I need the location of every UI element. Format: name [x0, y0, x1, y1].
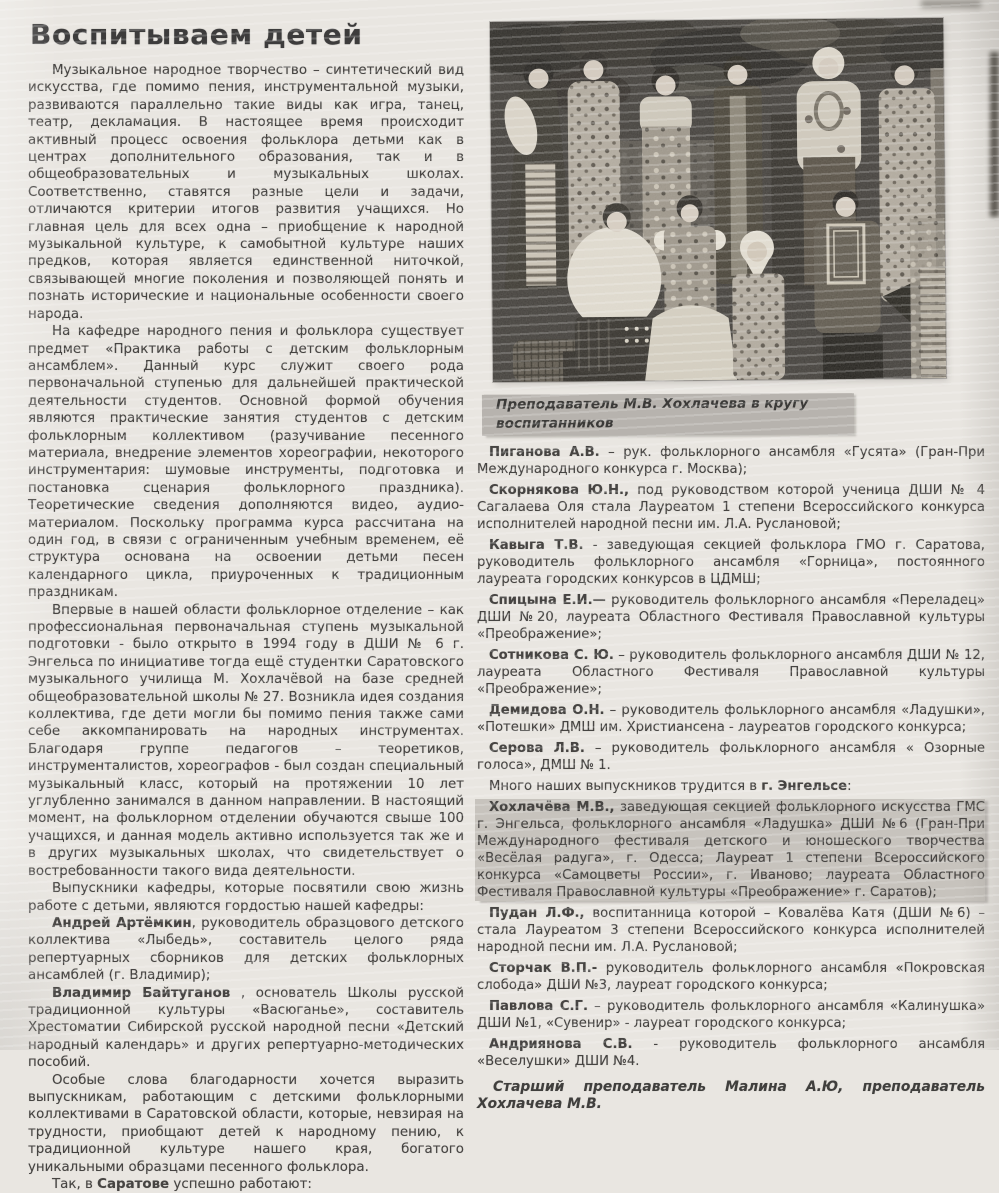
alumni-entry-serova: Серова Л.В. – руководитель фольклорного ансамбля « Озорные голоса», ДМШ № 1.: [477, 741, 986, 773]
alumni-name: Андрей Артёмкин: [52, 915, 192, 931]
alumni-entry-piganova: Пиганова А.В. – рук. фольклорного ансамбля «Гусята» (Гран-При Международного конкурса г. Москва);: [477, 445, 985, 477]
photo-grain-overlay: [490, 18, 946, 382]
alumni-name: Павлова С.Г.: [489, 999, 588, 1014]
alumni-entry-skornyakova: Скорнякова Ю.Н., под руководством которой ученица ДШИ № 4 Сагалаева Оля стала Лауреатом 1 степени Всероссийского конкурса исполнителей народной песни им. Л.А. Руслановой;: [477, 483, 985, 532]
article-paragraph: На кафедре народного пения и фольклора существует предмет «Практика работы с детским фольклорным ансамблем». Данный курс служит своего рода первоначальной ступенью для дальнейшей практической деятельности студентов. Основной формой обучения являются практические занятия студентов с детским фольклорным коллективом (разучивание песенного материала, внедрение элементов хореографии, некоторого инструментария: шумовые инструменты, подготовка и постановка сценария фольклорного праздника). Теоретические сведения дополняются видео, аудио-материалом. Поскольку программа курса рассчитана на один год, в связи с ограниченным учебным временем, её структура основана на освоении детьми песен календарного цикла, приуроченных к традиционным праздникам.: [28, 324, 464, 601]
alumni-name: Сторчак В.П.-: [489, 961, 598, 976]
alumni-entry-baituganov: [28, 985, 464, 1072]
right-column: [477, 22, 985, 1113]
alumni-entry-artyomkin: [28, 915, 464, 985]
alumni-description: , основатель Школы русской традиционной культуры «Васюганье», составитель Хрестоматии Сибирской русской народной песни «Детский народный календарь» и других репертуарно-методических пособий.: [28, 985, 464, 1071]
scan-artifact-right-edge: [990, 52, 999, 217]
saratov-intro-line: Так, в Саратове успешно работают:: [52, 1177, 312, 1192]
article-paragraph: Особые слова благодарности хочется выразить выпускникам, работающим с детскими фольклорными коллективами в Саратовской области, которые, невзирая на трудности, приобщают детей к народному пению, к традиционной культуре нашего края, богатого уникальными образцами песенного фольклора.: [28, 1072, 464, 1175]
alumni-entry-kavyga: Кавыга Т.В. - заведующая секцией фольклора ГМО г. Саратова, руководитель фольклорного ансамбля «Горница», постоянного лауреата городских конкурсов в ЦДМШ;: [477, 538, 985, 587]
alumni-entry-pavlova: Павлова С.Г. – руководитель фольклорного ансамбля «Калинушка» ДШИ №1, «Сувенир» - лауреат городского конкурса;: [477, 999, 986, 1031]
alumni-name: Демидова О.Н.: [489, 703, 605, 718]
alumni-entry-storchak: Сторчак В.П.- руководитель фольклорного ансамбля «Покровская слобода» ДШИ №3, лауреат городского конкурса;: [477, 961, 985, 993]
city-name-saratov: Саратове: [97, 1177, 170, 1192]
alumni-name: Спицына Е.И.—: [489, 593, 606, 608]
alumni-name: Хохлачёва М.В.,: [489, 800, 615, 815]
article-body-left-column: [28, 62, 464, 1193]
ensemble-photo: [490, 18, 946, 382]
alumni-entry-spitsyna: Спицына Е.И.— руководитель фольклорного ансамбля «Переладец» ДШИ №20, лауреата Областного Фестиваля Православной культуры «Преображение»;: [477, 593, 985, 642]
photo-caption: Преподаватель М.В. Хохлачева в кругу воспитанников: [484, 393, 854, 436]
alumni-name: Кавыга Т.В.: [489, 538, 584, 553]
alumni-entry-pudan: Пудан Л.Ф., воспитанница которой – Ковалёва Катя (ДШИ №6) – стала Лауреатом 3 степени Всероссийского конкурса исполнителей народной песни им. Л.А. Руслановой;: [477, 906, 986, 955]
alumni-name: Владимир Байтуганов: [52, 985, 231, 1001]
alumni-entry-demidova: Демидова О.Н. – руководитель фольклорного ансамбля «Ладушки», «Потешки» ДМШ им. Христиансена - лауреатов городского конкурса;: [477, 703, 986, 735]
alumni-name: Пудан Л.Ф.,: [489, 906, 585, 921]
alumni-entry-andriyanova: Андриянова С.В. - руководитель фольклорного ансамбля «Веселушки» ДШИ №4.: [477, 1037, 986, 1069]
ensemble-photo-illustration: [490, 18, 946, 382]
alumni-name: Серова Л.В.: [489, 741, 585, 756]
page-title: Воспитываем детей: [30, 18, 363, 51]
alumni-name: Скорнякова Ю.Н.,: [489, 483, 630, 498]
article-paragraph: Впервые в нашей области фольклорное отделение – как профессиональная первоначальная ступень музыкальной подготовки - было открыто в 1994 году в ДШИ № 6 г. Энгельса по инициативе тогда ещё студентки Саратовского музыкального училища М. Хохлачёвой на базе средней общеобразовательной школы № 27. Возникла идея создания коллектива, где дети могли бы помимо пения также сами себе аккомпанировать на народных инструментах. Благодаря группе педагогов – теоретиков, инструменталистов, хореографов - был создан специальный музыкальный класс, который на протяжении 10 лет углубленно занимался в данном направлении. В настоящий момент, на фольклорном отделении обучаются свыше 100 учащихся, и данная модель активно используется так же и в других музыкальных школах, что свидетельствует о востребованности такого вида деятельности.: [28, 602, 464, 879]
alumni-name: Андриянова С.В.: [489, 1037, 633, 1052]
article-paragraph: Выпускники кафедры, которые посвятили свою жизнь работе с детьми, являются гордостью нашей кафедры:: [28, 881, 464, 914]
article-paragraph: Музыкальное народное творчество – синтетический вид искусства, где помимо пения, инструментальной музыки, развиваются параллельно такие виды как игра, танец, театр, декламация. В настоящее время происходит активный процесс освоения фольклора детьми как в центрах дополнительного образования, так и в общеобразовательных и музыкальных школах. Соответственно, ставятся разные цели и задачи, отличаются критерии итогов развития учащихся. Но главная цель для всех одна – приобщение к народной музыкальной культуре, к самобытной культуре наших предков, которая является единственной ниточкой, связывающей многие поколения и позволяющей понять и познать исторические и национальные особенности своего народа.: [28, 63, 464, 322]
scan-artifact-top-corner: [921, 0, 981, 8]
alumni-name: Пиганова А.В.: [489, 445, 600, 460]
alumni-entry-sotnikova: Сотникова С. Ю. – руководитель фольклорного ансамбля ДШИ № 12, лауреата Областного Фестиваля Православной культуры «Преображение»;: [477, 648, 985, 697]
alumni-name: Сотникова С. Ю.: [489, 648, 614, 663]
alumni-list: [477, 444, 985, 1113]
engels-intro-line: Много наших выпускников трудится в г. Энгельсе:: [489, 779, 852, 794]
authors-signature: Старший преподаватель Малина А.Ю, преподаватель Хохлачева М.В.: [477, 1079, 985, 1112]
alumni-entry-khokhlacheva: Хохлачёва М.В., заведующая секцией фольклорного искусства ГМС г. Энгельса, фольклорного ансамбля «Ладушка» ДШИ №6 (Гран-При Международного фестиваля детского и юношеского творчества «Весёлая радуга», г. Одесса; Лауреат 1 степени Всероссийского конкурса «Самоцветы России», г. Иваново; лауреата Областного Фестиваля Православной культуры «Преображение» г. Саратов);: [477, 800, 985, 900]
city-name-engels: г. Энгельсе: [761, 779, 848, 794]
alumni-description: , руководитель образцового детского коллектива «Лыбедь», составитель целого ряда репертуарных сборников для детских фольклорных ансамблей (г. Владимир);: [28, 915, 464, 984]
